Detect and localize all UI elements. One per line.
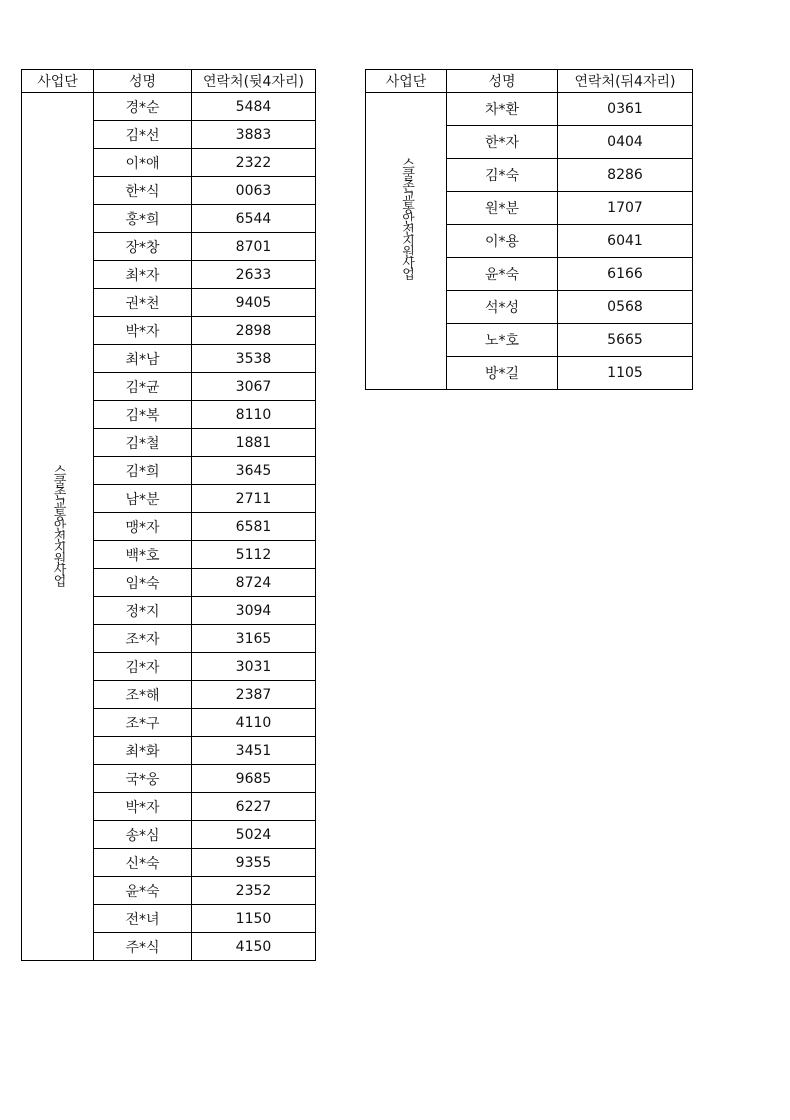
name-cell: 장*창 (94, 233, 192, 261)
phone-cell: 3031 (192, 653, 316, 681)
name-cell: 최*남 (94, 345, 192, 373)
name-cell: 이*애 (94, 149, 192, 177)
name-cell: 김*복 (94, 401, 192, 429)
phone-cell: 0404 (558, 126, 693, 159)
name-cell: 조*해 (94, 681, 192, 709)
name-cell: 경*순 (94, 93, 192, 121)
header-row (366, 70, 693, 93)
phone-cell: 1105 (558, 357, 693, 390)
phone-cell: 1150 (192, 905, 316, 933)
name-cell: 신*숙 (94, 849, 192, 877)
phone-cell: 9685 (192, 765, 316, 793)
name-cell: 홍*희 (94, 205, 192, 233)
phone-cell: 2387 (192, 681, 316, 709)
phone-cell: 5665 (558, 324, 693, 357)
right-table-body (366, 93, 693, 390)
name-cell: 윤*숙 (447, 258, 558, 291)
header-phone: 연락처(뒤4자리) (558, 70, 693, 93)
phone-cell: 8286 (558, 159, 693, 192)
header-row (22, 70, 316, 93)
name-cell: 백*호 (94, 541, 192, 569)
phone-cell: 5484 (192, 93, 316, 121)
phone-cell: 2711 (192, 485, 316, 513)
header-name: 성명 (447, 70, 558, 93)
phone-cell: 1881 (192, 429, 316, 457)
name-cell: 김*철 (94, 429, 192, 457)
header-group: 사업단 (366, 70, 447, 93)
name-cell: 최*자 (94, 261, 192, 289)
phone-cell: 6166 (558, 258, 693, 291)
phone-cell: 3645 (192, 457, 316, 485)
name-cell: 송*심 (94, 821, 192, 849)
phone-cell: 4150 (192, 933, 316, 961)
name-cell: 국*웅 (94, 765, 192, 793)
phone-cell: 3067 (192, 373, 316, 401)
phone-cell: 3538 (192, 345, 316, 373)
name-cell: 박*자 (94, 793, 192, 821)
phone-cell: 2898 (192, 317, 316, 345)
phone-cell: 9405 (192, 289, 316, 317)
name-cell: 김*자 (94, 653, 192, 681)
phone-cell: 3094 (192, 597, 316, 625)
header-phone: 연락처(뒷4자리) (192, 70, 316, 93)
phone-cell: 8110 (192, 401, 316, 429)
phone-cell: 6227 (192, 793, 316, 821)
name-cell: 한*자 (447, 126, 558, 159)
name-cell: 원*분 (447, 192, 558, 225)
name-cell: 최*화 (94, 737, 192, 765)
phone-cell: 3883 (192, 121, 316, 149)
phone-cell: 6041 (558, 225, 693, 258)
name-cell: 차*환 (447, 93, 558, 126)
phone-cell: 0568 (558, 291, 693, 324)
group-label: 스쿨존교통안전지원사업 (50, 464, 66, 585)
phone-cell: 6544 (192, 205, 316, 233)
phone-cell: 8724 (192, 569, 316, 597)
group-cell (22, 93, 94, 961)
phone-cell: 4110 (192, 709, 316, 737)
phone-cell: 3451 (192, 737, 316, 765)
phone-cell: 5112 (192, 541, 316, 569)
header-group: 사업단 (22, 70, 94, 93)
name-cell: 맹*자 (94, 513, 192, 541)
phone-cell: 2633 (192, 261, 316, 289)
name-cell: 김*균 (94, 373, 192, 401)
name-cell: 조*자 (94, 625, 192, 653)
phone-cell: 2322 (192, 149, 316, 177)
name-cell: 박*자 (94, 317, 192, 345)
phone-cell: 2352 (192, 877, 316, 905)
left-contact-table (21, 69, 316, 961)
left-table-body (22, 93, 316, 961)
name-cell: 방*길 (447, 357, 558, 390)
name-cell: 남*분 (94, 485, 192, 513)
name-cell: 전*녀 (94, 905, 192, 933)
name-cell: 정*지 (94, 597, 192, 625)
right-contact-table (365, 69, 693, 390)
name-cell: 권*천 (94, 289, 192, 317)
name-cell: 주*식 (94, 933, 192, 961)
name-cell: 한*식 (94, 177, 192, 205)
name-cell: 석*성 (447, 291, 558, 324)
group-cell (366, 93, 447, 390)
name-cell: 이*용 (447, 225, 558, 258)
phone-cell: 3165 (192, 625, 316, 653)
phone-cell: 1707 (558, 192, 693, 225)
name-cell: 윤*숙 (94, 877, 192, 905)
group-label: 스쿨존교통안전지원사업 (399, 157, 414, 278)
phone-cell: 5024 (192, 821, 316, 849)
phone-cell: 0361 (558, 93, 693, 126)
name-cell: 노*호 (447, 324, 558, 357)
name-cell: 조*구 (94, 709, 192, 737)
name-cell: 김*희 (94, 457, 192, 485)
phone-cell: 8701 (192, 233, 316, 261)
header-name: 성명 (94, 70, 192, 93)
name-cell: 김*숙 (447, 159, 558, 192)
phone-cell: 9355 (192, 849, 316, 877)
phone-cell: 6581 (192, 513, 316, 541)
phone-cell: 0063 (192, 177, 316, 205)
table-row (22, 93, 316, 121)
name-cell: 김*선 (94, 121, 192, 149)
table-row (366, 93, 693, 126)
name-cell: 임*숙 (94, 569, 192, 597)
